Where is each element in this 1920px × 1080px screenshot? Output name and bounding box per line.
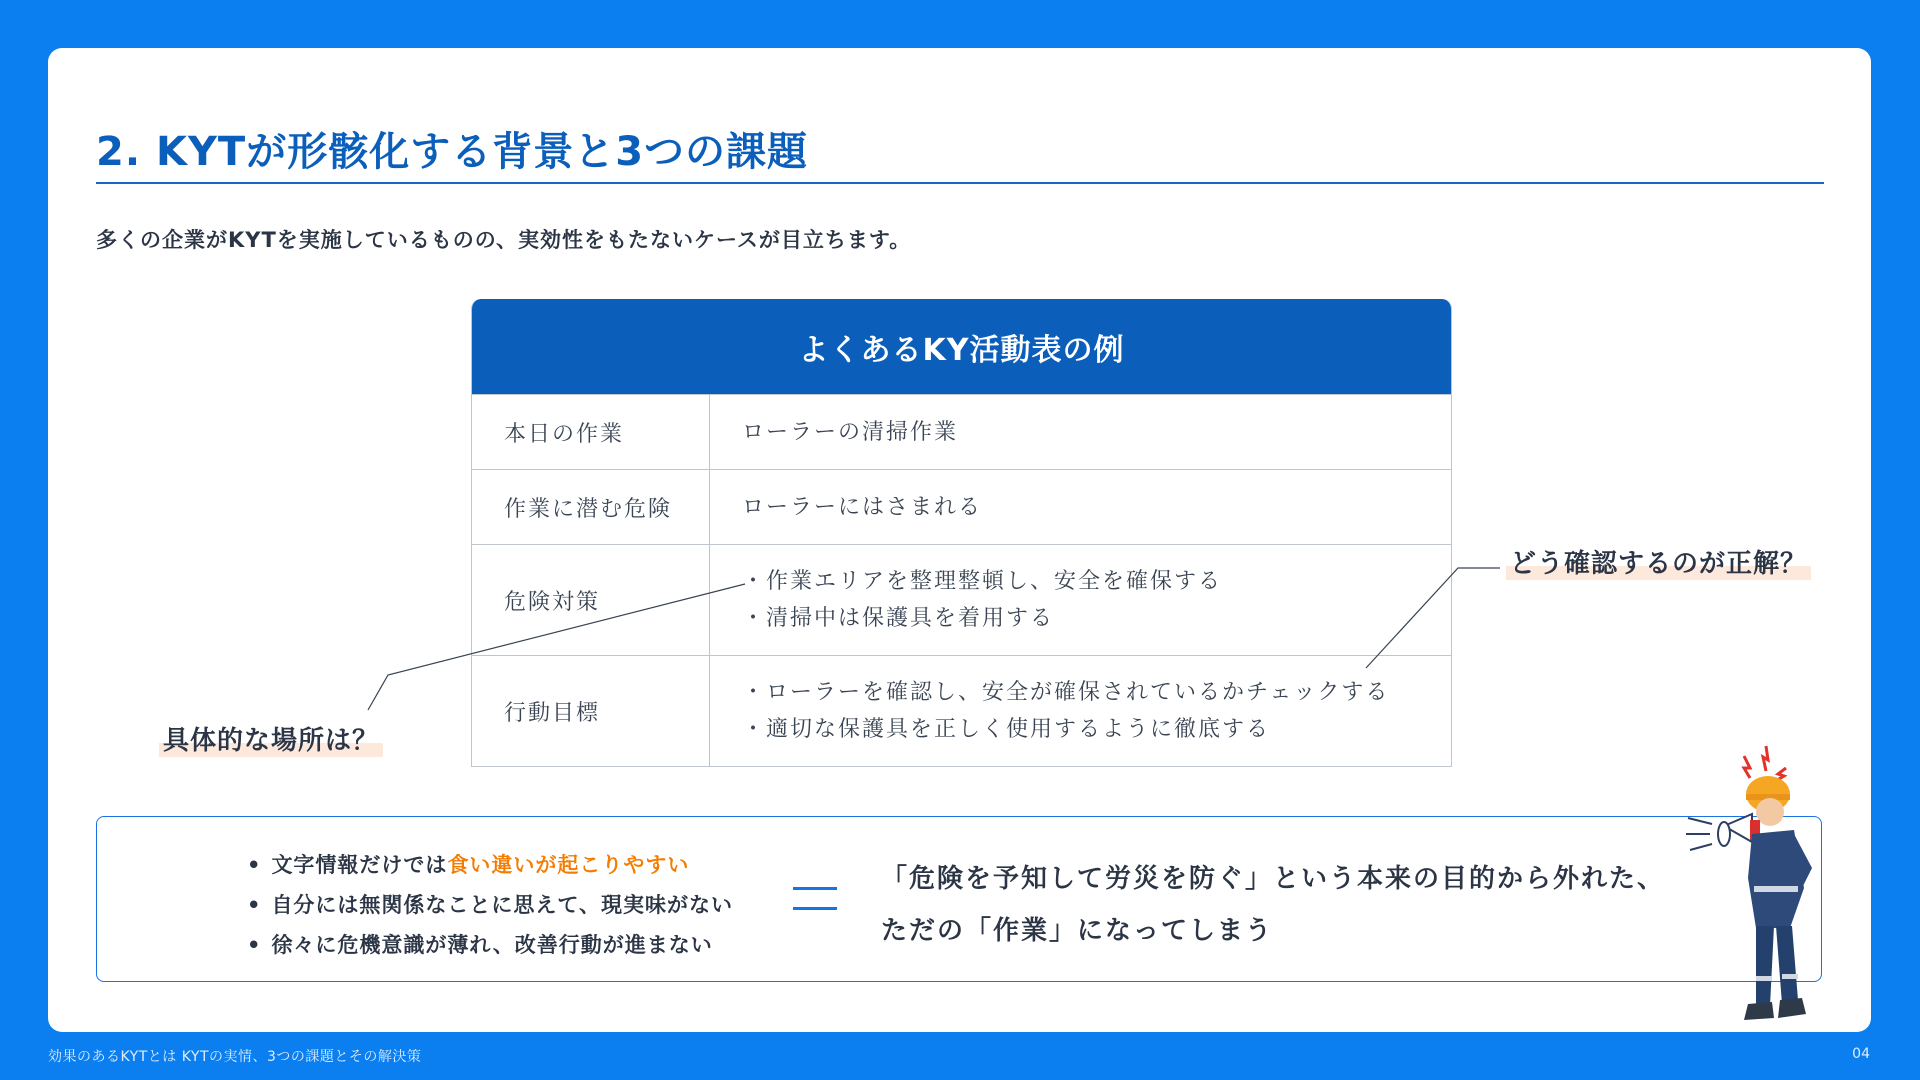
row-value-line: ・適切な保護具を正しく使用するように徹底する — [742, 717, 1271, 742]
row-value — [710, 470, 1451, 544]
row-value — [710, 656, 1451, 766]
list-item — [247, 845, 733, 885]
list-item — [247, 885, 733, 925]
row-value-line: ・作業エリアを整理整頓し、安全を確保する — [742, 569, 1223, 594]
ky-table-header: よくあるKY活動表の例 — [472, 299, 1451, 394]
conclusion-line-1: 「危険を予知して労災を防ぐ」という本来の目的から外れた、 — [881, 864, 1666, 894]
row-label: 危険対策 — [472, 545, 710, 655]
ky-activity-table — [471, 299, 1452, 767]
conclusion-line-2: ただの「作業」になってしまう — [881, 916, 1274, 946]
table-row — [472, 655, 1451, 766]
table-row — [472, 469, 1451, 544]
list-item — [247, 925, 733, 965]
problem-list — [247, 845, 733, 965]
slide-subtitle: 多くの企業がKYTを実施しているものの、実効性をもたないケースが目立ちます。 — [96, 228, 912, 252]
table-row — [472, 544, 1451, 655]
row-label: 行動目標 — [472, 656, 710, 766]
slide-title: 2. KYTが形骸化する背景と3つの課題 — [96, 129, 809, 175]
callout-specific-location: 具体的な場所は？ — [159, 720, 383, 757]
bullet: • — [247, 893, 262, 917]
summary-box — [96, 816, 1822, 982]
bullet: • — [247, 853, 262, 877]
row-value-line: ローラーにはさまれる — [742, 494, 983, 520]
row-value-line: ローラーの清掃作業 — [742, 419, 959, 445]
row-value — [710, 545, 1451, 655]
equals-icon — [793, 887, 837, 913]
row-value-line: ・ローラーを確認し、安全が確保されているかチェックする — [742, 680, 1390, 705]
row-label: 本日の作業 — [472, 395, 710, 469]
page-number: 04 — [1852, 1046, 1870, 1062]
bullet: • — [247, 933, 262, 957]
point-text: 文字情報だけでは — [271, 853, 448, 877]
table-row — [472, 394, 1451, 469]
callout-how-to-check: どう確認するのが正解？ — [1506, 543, 1811, 580]
row-value — [710, 395, 1451, 469]
worker-megaphone-illustration — [1686, 738, 1836, 1038]
point-highlight: 食い違いが起こりやすい — [447, 853, 690, 877]
conclusion-text — [881, 853, 1665, 957]
footer-title: 効果のあるKYTとは KYTの実情、3つの課題とその解決策 — [48, 1049, 422, 1065]
point-text: 自分には無関係なことに思えて、現実味がない — [271, 893, 734, 917]
row-label: 作業に潜む危険 — [472, 470, 710, 544]
title-underline — [96, 182, 1824, 184]
row-value-line: ・清掃中は保護具を着用する — [742, 606, 1055, 631]
point-text: 徐々に危機意識が薄れ、改善行動が進まない — [271, 933, 713, 957]
